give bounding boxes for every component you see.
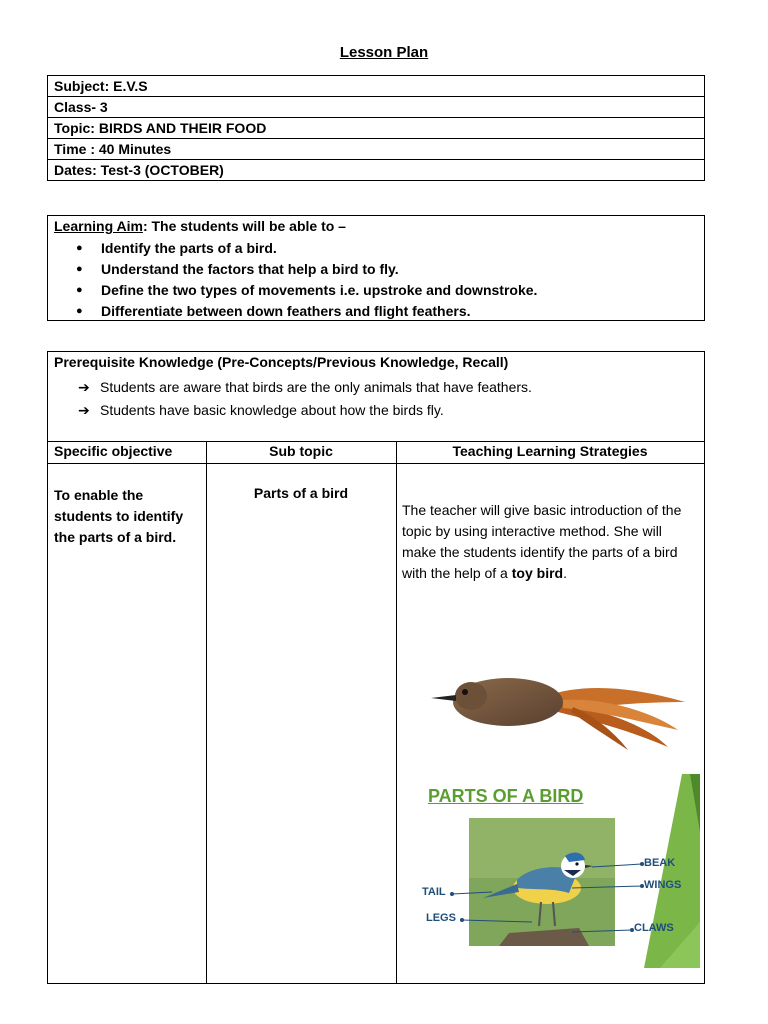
subject-cell: Subject: E.V.S: [48, 76, 705, 97]
class-cell: Class- 3: [48, 97, 705, 118]
label-lines: [422, 772, 702, 968]
divider: [48, 463, 704, 464]
list-item: [78, 376, 532, 399]
toy-bird-image: [423, 652, 693, 752]
learning-aim-list: [76, 238, 537, 322]
list-item: ● Understand the factors that help a bird to fly.: [76, 259, 537, 280]
divider: [48, 441, 704, 442]
column-header-objective: Specific objective: [54, 443, 173, 459]
learning-aim-label: Learning Aim: [54, 218, 143, 234]
label-wings: WINGS: [644, 879, 682, 891]
topic-cell: Topic: BIRDS AND THEIR FOOD: [48, 118, 705, 139]
column-header-strategies: Teaching Learning Strategies: [452, 443, 648, 459]
toy-bird-tail: [543, 688, 685, 750]
diagram-title: PARTS OF A BIRD: [428, 786, 584, 806]
toy-bird-eye: [462, 689, 468, 695]
learning-aim-box: [47, 215, 705, 321]
toy-bird-head: [455, 682, 487, 710]
toy-bird-beak: [431, 695, 456, 701]
list-item: [78, 399, 532, 422]
column-divider: [206, 441, 207, 983]
learning-aim-lead: : The students will be able to –: [142, 218, 346, 234]
prereq-title: Prerequisite Knowledge (Pre-Concepts/Previous Knowledge, Recall): [54, 354, 509, 370]
learning-aim-heading: [54, 218, 346, 234]
page-title: Lesson Plan: [339, 44, 429, 61]
prereq-list: [78, 376, 532, 422]
arrow-icon: ➔: [78, 379, 90, 395]
objective-text: To enable the students to identify the parts of a bird.: [54, 487, 184, 545]
lesson-main-table: [47, 351, 705, 984]
strategy-bold: toy bird: [511, 565, 564, 581]
list-item: ● Define the two types of movements i.e. upstroke and downstroke.: [76, 280, 537, 301]
label-beak: BEAK: [644, 857, 676, 869]
arrow-icon: ➔: [78, 402, 90, 418]
prereq-item-text: Students are aware that birds are the only animals that have feathers.: [100, 379, 532, 395]
lesson-info-table: [47, 75, 705, 181]
label-legs: LEGS: [426, 912, 456, 924]
column-header-subtopic: Sub topic: [269, 443, 333, 459]
strategy-body: The teacher will give basic introduction of the topic by using interactive method. She will make the students identify the parts of a bird with the help of a: [402, 502, 682, 581]
parts-of-bird-diagram: [422, 772, 694, 968]
label-tail: TAIL: [422, 886, 446, 898]
subtopic-text: Parts of a bird: [253, 485, 349, 501]
dates-cell: Dates: Test-3 (OCTOBER): [48, 160, 705, 181]
prereq-item-text: Students have basic knowledge about how the birds fly.: [100, 402, 444, 418]
strategy-text: [402, 500, 698, 584]
list-item: ● Identify the parts of a bird.: [76, 238, 537, 259]
column-divider: [396, 441, 397, 983]
strategy-end: .: [563, 565, 567, 581]
label-claws: CLAWS: [634, 922, 674, 934]
time-cell: Time : 40 Minutes: [48, 139, 705, 160]
list-item: ● Differentiate between down feathers and flight feathers.: [76, 301, 537, 322]
